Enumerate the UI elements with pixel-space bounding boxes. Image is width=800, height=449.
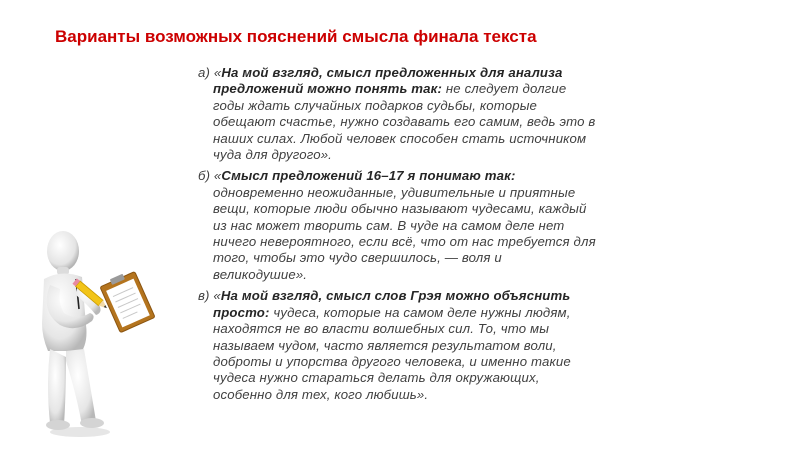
body-text: из нас может творить сам. В чуде на самом деле нет: [213, 217, 565, 233]
body-text: того, чтобы это чудо свершилось, — воля и: [213, 250, 502, 266]
figure-foot-left: [46, 420, 70, 430]
reading-figure-illustration: [36, 225, 156, 445]
lead-text: На мой взгляд, смысл слов Грэя можно объяснить: [220, 288, 571, 304]
line: [198, 338, 698, 354]
body-text: чудеса, которые на самом деле нужны людям,: [269, 304, 571, 320]
explanation-c: [198, 288, 698, 403]
body-text: великодушие».: [213, 266, 308, 282]
body-text: обещают счастье, нужно создавать его самим, ведь это в: [213, 114, 596, 130]
item-marker: б) «: [198, 168, 222, 184]
figure-foot-right: [80, 418, 104, 428]
body-text: вещи, которые люди обычно называют чудесами, каждый: [213, 201, 587, 217]
clipboard-icon: [99, 269, 155, 333]
body-text: одновременно неожиданные, удивительные и приятные: [213, 184, 576, 200]
lead-text: На мой взгляд, смысл предложенных для анализа: [221, 65, 563, 80]
line: [198, 168, 698, 184]
explanations-list: [198, 65, 698, 408]
item-marker: в) «: [198, 288, 221, 304]
line: [198, 250, 698, 266]
figure-leg-left: [48, 349, 66, 425]
lead-text: Смысл предложений 16–17 я понимаю так:: [221, 168, 516, 184]
line: [198, 218, 698, 234]
line: [198, 387, 698, 403]
figure-head: [47, 231, 79, 271]
line: [198, 147, 698, 163]
body-text: чудеса нужно стараться делать для окружающих,: [213, 370, 540, 386]
slide-title: Варианты возможных пояснений смысла финала текста: [55, 27, 537, 46]
lead-text: просто:: [213, 304, 270, 320]
body-text: чуда для другого».: [213, 147, 332, 163]
explanation-b: [198, 168, 698, 283]
line: [198, 81, 698, 97]
explanation-a: [198, 65, 698, 163]
line: [198, 65, 698, 81]
line: [198, 201, 698, 217]
line: [198, 114, 698, 130]
line: [198, 267, 698, 283]
line: [198, 234, 698, 250]
body-text: не следует долгие: [442, 81, 567, 97]
body-text: наших силах. Любой человек способен стать источником: [213, 130, 587, 146]
line: [198, 185, 698, 201]
body-text: годы ждать случайных подарков судьбы, которые: [213, 97, 538, 113]
line: [198, 354, 698, 370]
line: [198, 98, 698, 114]
figure-svg: [36, 225, 156, 440]
body-text: находятся не во власти волшебных сил. То, что мы: [213, 321, 550, 337]
lead-text: предложений можно понять так:: [213, 81, 443, 97]
line: [198, 305, 698, 321]
body-text: называем чудом, часто является результатом воли,: [213, 337, 557, 353]
line: [198, 131, 698, 147]
body-text: ничего невероятного, если всё, что от нас требуется для: [213, 234, 596, 250]
item-marker: а) «: [198, 65, 222, 80]
line: [198, 288, 698, 304]
figure-leg-right: [66, 349, 96, 425]
body-text: особенно для тех, кого любишь».: [213, 386, 429, 402]
body-text: доброты и упорства другого человека, и именно такие: [213, 353, 571, 369]
line: [198, 321, 698, 337]
line: [198, 370, 698, 386]
